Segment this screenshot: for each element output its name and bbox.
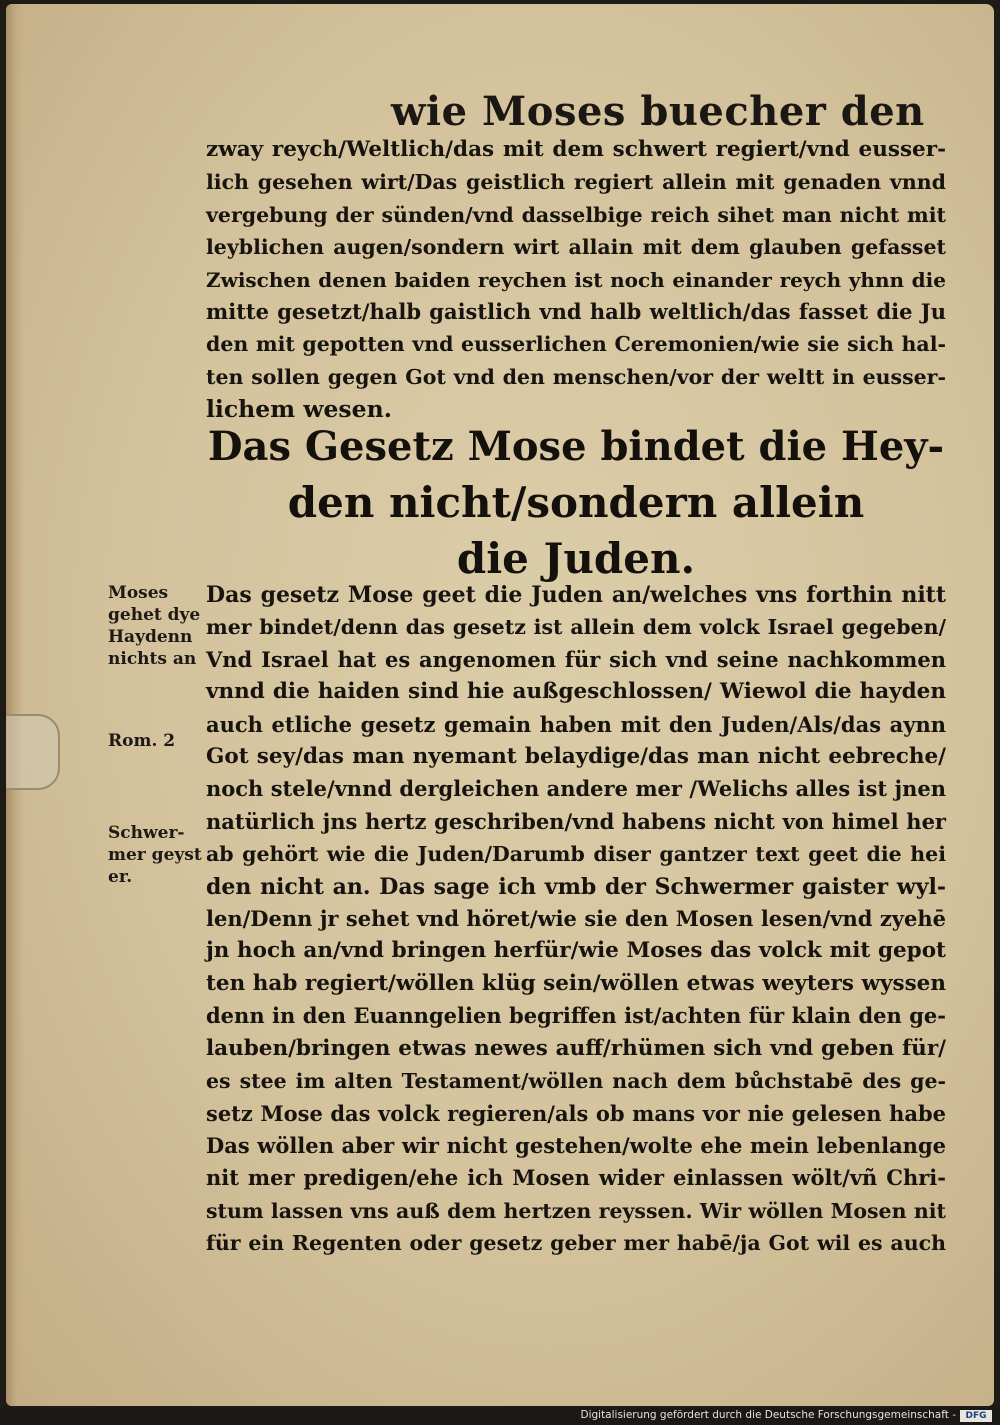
- page-clip: [6, 714, 60, 790]
- text-line: auch etliche gesetz gemain haben mit den Juden/Als/das aynn: [206, 711, 946, 737]
- text-line: nit mer predigen/ehe ich Mosen wider einlassen wölt/vñ Chri-: [206, 1165, 946, 1191]
- margin-note-line: mer geyst: [108, 845, 202, 865]
- text-line: Vnd Israel hat es angenomen für sich vnd seine nachkommen: [206, 646, 946, 672]
- text-line: vergebung der sünden/vnd dasselbige reich sihet man nicht mit: [206, 202, 946, 227]
- text-line: mitte gesetzt/halb gaistlich vnd halb weltlich/das fasset die Ju: [206, 299, 946, 325]
- text-line: len/Denn jr sehet vnd höret/wie sie den Mosen lesen/vnd zyehē: [206, 906, 946, 932]
- text-line: den nicht an. Das sage ich vmb der Schwermer gaister wyl-: [206, 873, 946, 900]
- text-line: den mit gepotten vnd eusserlichen Ceremonien/wie sie sich hal-: [206, 332, 946, 357]
- text-line: noch stele/vnnd dergleichen andere mer /Welichs alles ist jnen: [206, 776, 946, 802]
- text-line: es stee im alten Testament/wöllen nach dem bůchstabē des ge-: [206, 1069, 946, 1094]
- margin-note-line: gehet dye: [108, 605, 201, 625]
- margin-note-schwermer: [108, 822, 203, 888]
- margin-note-line: Rom. 2: [108, 731, 176, 751]
- margin-note-line: Moses: [108, 583, 169, 603]
- margin-note-line: Haydenn: [108, 627, 193, 647]
- dfg-logo: DFG: [960, 1410, 992, 1422]
- text-line: natürlich jns hertz geschriben/vnd habens nicht von himel her: [206, 808, 946, 834]
- text-line: denn in den Euanngelien begriffen ist/achten für klain den ge-: [206, 1003, 946, 1029]
- text-line: Das wöllen aber wir nicht gestehen/wolte ehe mein lebenlange: [206, 1132, 946, 1158]
- footer-bar: [0, 1408, 1000, 1425]
- margin-note-line: nichts an: [108, 649, 197, 669]
- book-page: [6, 4, 994, 1406]
- text-line: ten sollen gegen Got vnd den menschen/vor der weltt in eusser-: [206, 364, 946, 389]
- text-line: Got sey/das man nyemant belaydige/das man nicht eebreche/: [206, 744, 946, 770]
- text-line: Das gesetz Mose geet die Juden an/welches vns forthin nitt: [206, 582, 946, 608]
- text-line: lauben/bringen etwas newes auff/rhümen sich vnd geben für/: [206, 1035, 946, 1061]
- footer-credit: Digitalisierung gefördert durch die Deutsche Forschungsgemeinschaft -: [580, 1409, 956, 1421]
- running-head: wie Moses buecher den: [391, 88, 925, 135]
- margin-note-rom: [108, 730, 203, 752]
- text-line: mer bindet/denn das gesetz ist allein dem volck Israel gegeben/: [206, 615, 946, 640]
- section-heading: [206, 419, 946, 587]
- text-line: Zwischen denen baiden reychen ist noch einander reych yhnn die: [206, 267, 946, 292]
- paragraph-top: [206, 134, 946, 426]
- text-line: stum lassen vns auß dem hertzen reyssen. Wir wöllen Mosen nit: [206, 1198, 946, 1223]
- text-line: ten hab regiert/wöllen klüg sein/wöllen etwas weyters wyssen: [206, 970, 946, 996]
- text-line: zway reych/Weltlich/das mit dem schwert regiert/vnd eusser-: [206, 137, 946, 162]
- heading-line: Das Gesetz Mose bindet die Hey-: [207, 423, 945, 470]
- text-line: lichem wesen.: [206, 395, 392, 424]
- text-line: jn hoch an/vnd bringen herfür/wie Moses das volck mit gepot: [206, 938, 946, 964]
- text-line: lich gesehen wirt/Das geistlich regiert allein mit genaden vnnd: [206, 170, 946, 195]
- text-line: leyblichen augen/sondern wirt allain mit dem glauben gefasset: [206, 235, 946, 260]
- page-edge-shadow: [6, 4, 24, 1406]
- paragraph-main: [206, 579, 946, 1260]
- heading-line: die Juden.: [456, 534, 696, 583]
- text-line: ab gehört wie die Juden/Darumb diser gantzer text geet die hei: [206, 842, 946, 867]
- text-line: setz Mose das volck regieren/als ob mans vor nie gelesen habe: [206, 1100, 946, 1126]
- heading-line: den nicht/sondern allein: [287, 478, 865, 527]
- text-line: vnnd die haiden sind hie außgeschlossen/ Wiewol die hayden: [206, 679, 946, 705]
- text-line: für ein Regenten oder gesetz geber mer habē/ja Got wil es auch: [206, 1231, 946, 1256]
- margin-note-moses: [108, 582, 203, 670]
- margin-note-line: Schwer-: [108, 823, 185, 843]
- margin-note-line: er.: [108, 867, 133, 887]
